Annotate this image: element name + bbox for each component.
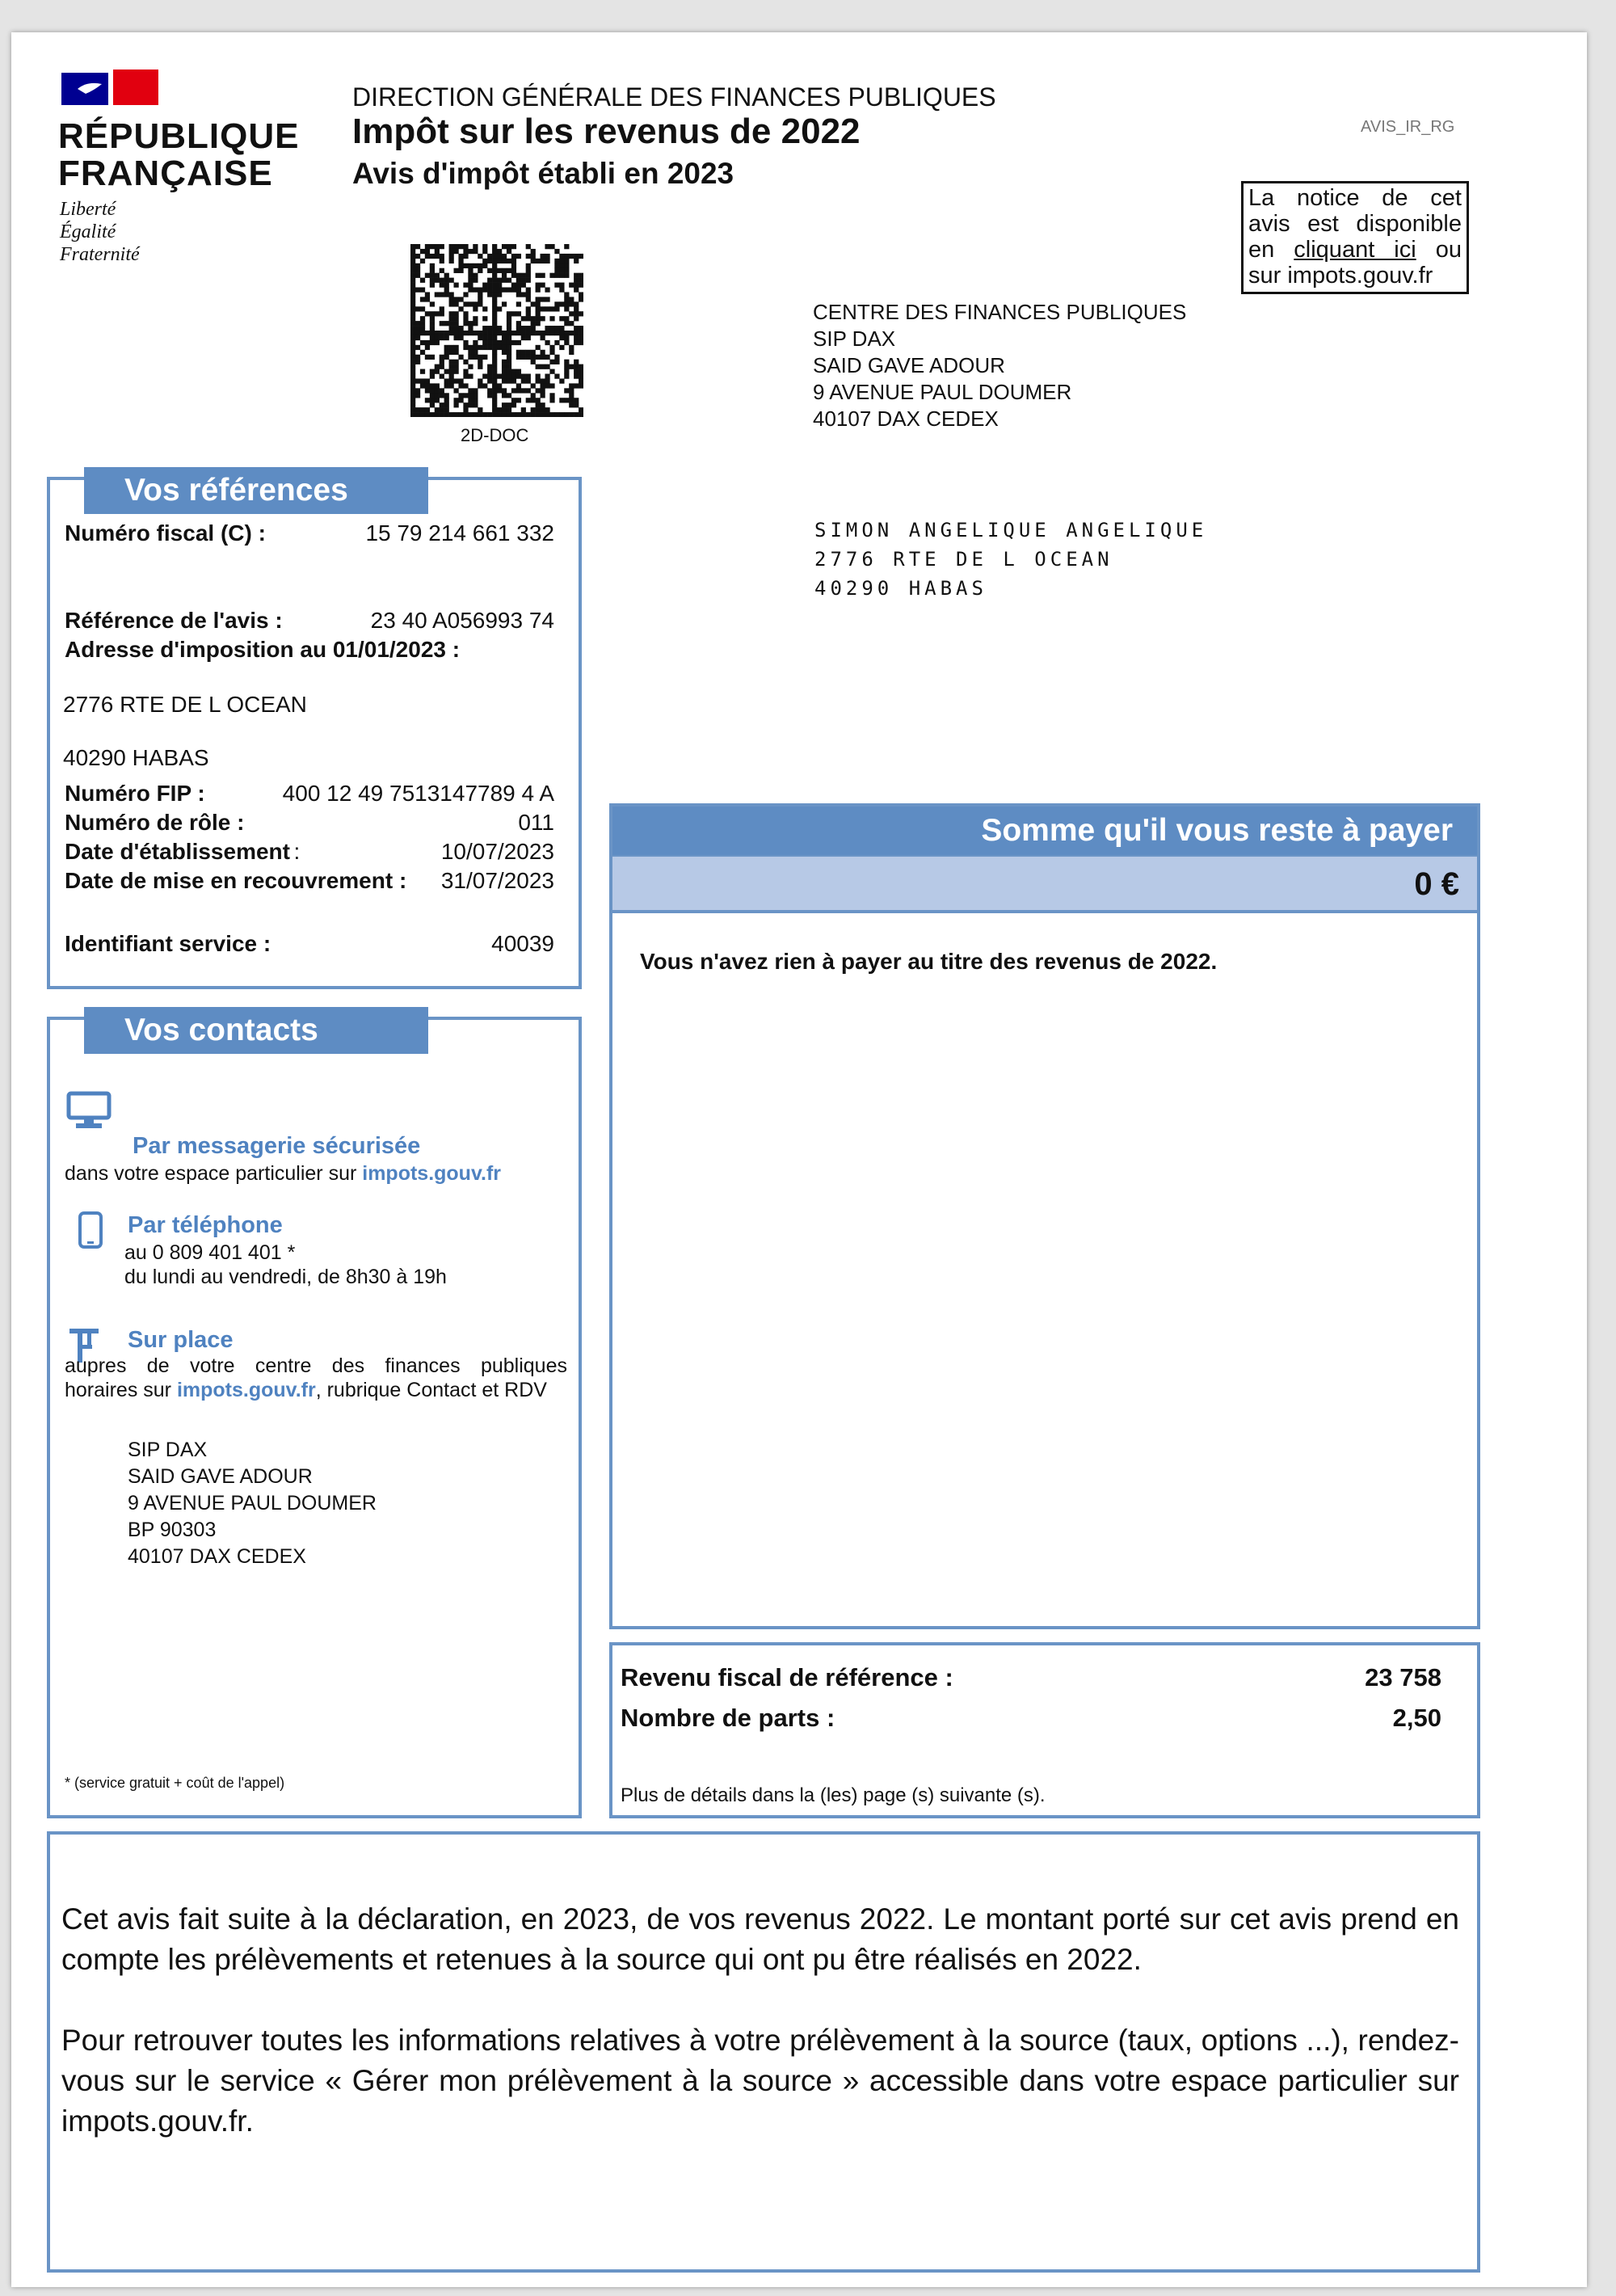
date-etab-value: 10/07/2023 (440, 839, 554, 864)
sur-place-line-1: aupres de votre centre des finances publiques (65, 1354, 567, 1377)
service-label: Identifiant service : (65, 931, 271, 956)
form-code: AVIS_IR_RG (1361, 118, 1455, 136)
date-recouv-label: Date de mise en recouvrement : (65, 868, 407, 893)
sur-place-link[interactable]: impots.gouv.fr (176, 1379, 316, 1401)
notice-line-3-pre: en (1248, 237, 1294, 263)
telephone-number: au 0 809 401 401 * (124, 1241, 296, 1264)
logo-motto-1: Liberté (60, 199, 116, 220)
contacts-box (47, 1013, 582, 1818)
parts-value: 2,50 (1392, 1704, 1441, 1732)
messagerie-text-label: dans votre espace particulier sur (65, 1162, 357, 1185)
sender-line: SAID GAVE ADOUR (813, 353, 1005, 377)
computer-icon (66, 1091, 112, 1130)
recipient-line: 40290 HABAS (814, 577, 987, 600)
info-box (47, 1831, 1480, 2273)
sur-place-line-2-post: , rubrique Contact et RDV (315, 1379, 547, 1401)
contact-address-line: SIP DAX (128, 1439, 208, 1461)
marianne-flag-icon (61, 70, 160, 108)
page-title: Impôt sur les revenus de 2022 (352, 112, 861, 151)
notice-line-4: sur impots.gouv.fr (1248, 263, 1433, 289)
barcode-label: 2D-DOC (461, 425, 529, 445)
role-value: 011 (518, 810, 554, 835)
sender-line: 40107 DAX CEDEX (813, 407, 999, 431)
sur-place-line-2 (65, 1379, 547, 1402)
ref-avis-row (65, 608, 554, 634)
contact-address-line: SAID GAVE ADOUR (128, 1465, 313, 1488)
sender-address (813, 299, 1186, 432)
references-title: Vos références (84, 467, 428, 514)
recipient-address (814, 516, 1207, 603)
date-recouv-value: 31/07/2023 (440, 868, 554, 893)
logo-motto-2: Égalité (60, 221, 116, 242)
date-recouv-row (65, 868, 554, 894)
direction-label: DIRECTION GÉNÉRALE DES FINANCES PUBLIQUES (352, 82, 996, 112)
sur-place-line-2-pre: horaires sur (65, 1379, 171, 1401)
sender-line: SIP DAX (813, 326, 896, 351)
page-subtitle: Avis d'impôt établi en 2023 (352, 157, 734, 190)
messagerie-text (65, 1162, 501, 1186)
adresse-line-1: 2776 RTE DE L OCEAN (63, 692, 307, 717)
date-etab-label: Date d'établissement (65, 839, 290, 864)
2d-doc-barcode (410, 244, 583, 417)
fip-row (65, 781, 554, 807)
contacts-title: Vos contacts (84, 1007, 428, 1054)
messagerie-link[interactable]: impots.gouv.fr (362, 1162, 502, 1185)
payment-amount-bar (612, 855, 1477, 913)
contact-address (128, 1437, 377, 1570)
rfr-label: Revenu fiscal de référence : (621, 1663, 953, 1691)
tax-notice-page (11, 32, 1587, 2287)
notice-line-1: La notice de cet (1248, 185, 1462, 211)
numero-fiscal-row (65, 520, 554, 546)
fip-value: 400 12 49 7513147789 4 A (282, 781, 554, 806)
date-etab-label-group (65, 839, 300, 865)
notice-line-2: avis est disponible (1248, 211, 1462, 237)
contact-address-line: 9 AVENUE PAUL DOUMER (128, 1492, 377, 1515)
sender-line: CENTRE DES FINANCES PUBLIQUES (813, 300, 1187, 324)
info-paragraph-1: Cet avis fait suite à la déclaration, en 2023, de vos revenus 2022. Le montant porté sur cet avis prend en compte les prélèvements et retenues à la source qui ont pu être réalisés en 2022. (61, 1902, 1459, 1976)
ref-avis-label: Référence de l'avis : (65, 608, 283, 633)
adresse-label: Adresse d'imposition au 01/01/2023 : (65, 637, 461, 662)
adresse-line-2: 40290 HABAS (63, 745, 209, 770)
messagerie-title: Par messagerie sécurisée (133, 1133, 421, 1159)
payment-box (609, 803, 1480, 1629)
ref-avis-value: 23 40 A056993 74 (370, 608, 554, 633)
rfr-row (621, 1663, 1441, 1692)
service-value: 40039 (491, 931, 554, 956)
role-label: Numéro de rôle : (65, 810, 245, 835)
payment-amount: 0 € (1414, 866, 1459, 902)
numero-fiscal-value: 15 79 214 661 332 (365, 520, 554, 546)
revenue-details: Plus de détails dans la (les) page (s) suivante (s). (621, 1784, 1046, 1806)
payment-title: Somme qu'il vous reste à payer (981, 813, 1453, 848)
notice-box (1241, 181, 1469, 294)
recipient-line: SIMON ANGELIQUE ANGELIQUE (814, 519, 1208, 541)
parts-row (621, 1704, 1441, 1733)
sender-line: 9 AVENUE PAUL DOUMER (813, 380, 1072, 404)
sur-place-title: Sur place (128, 1327, 234, 1353)
phone-icon (78, 1211, 103, 1249)
republique-logo (47, 70, 300, 304)
notice-line-3-post: ou (1416, 237, 1462, 263)
date-etab-colon: : (293, 839, 301, 864)
telephone-title: Par téléphone (128, 1212, 283, 1238)
payment-message: Vous n'avez rien à payer au titre des revenus de 2022. (640, 949, 1218, 974)
barcode-icon (410, 244, 583, 417)
contact-address-line: BP 90303 (128, 1519, 217, 1541)
notice-line-3 (1248, 237, 1462, 263)
parts-label: Nombre de parts : (621, 1704, 835, 1732)
payment-header (612, 807, 1477, 855)
fip-label: Numéro FIP : (65, 781, 205, 806)
info-paragraph-2: Pour retrouver toutes les informations relatives à votre prélèvement à la source (taux, options ...), rendez-vous sur le service « Gérer mon prélèvement à la source » accessible dans votre espace particulier sur impots.gouv.fr. (61, 2024, 1459, 2138)
rfr-value: 23 758 (1365, 1663, 1441, 1691)
numero-fiscal-label: Numéro fiscal (C) : (65, 520, 266, 546)
references-box (47, 473, 582, 989)
revenue-box (609, 1642, 1480, 1818)
service-row (65, 931, 554, 957)
logo-line-1: RÉPUBLIQUE (58, 116, 300, 156)
notice-link[interactable]: cliquant ici (1294, 237, 1416, 263)
logo-motto-3: Fraternité (60, 244, 140, 265)
date-etab-row (65, 839, 554, 865)
role-row (65, 810, 554, 836)
recipient-line: 2776 RTE DE L OCEAN (814, 548, 1113, 571)
logo-line-2: FRANÇAISE (58, 154, 273, 193)
telephone-hours: du lundi au vendredi, de 8h30 à 19h (124, 1266, 447, 1288)
footnote: * (service gratuit + coût de l'appel) (65, 1775, 285, 1791)
contact-address-line: 40107 DAX CEDEX (128, 1545, 306, 1568)
